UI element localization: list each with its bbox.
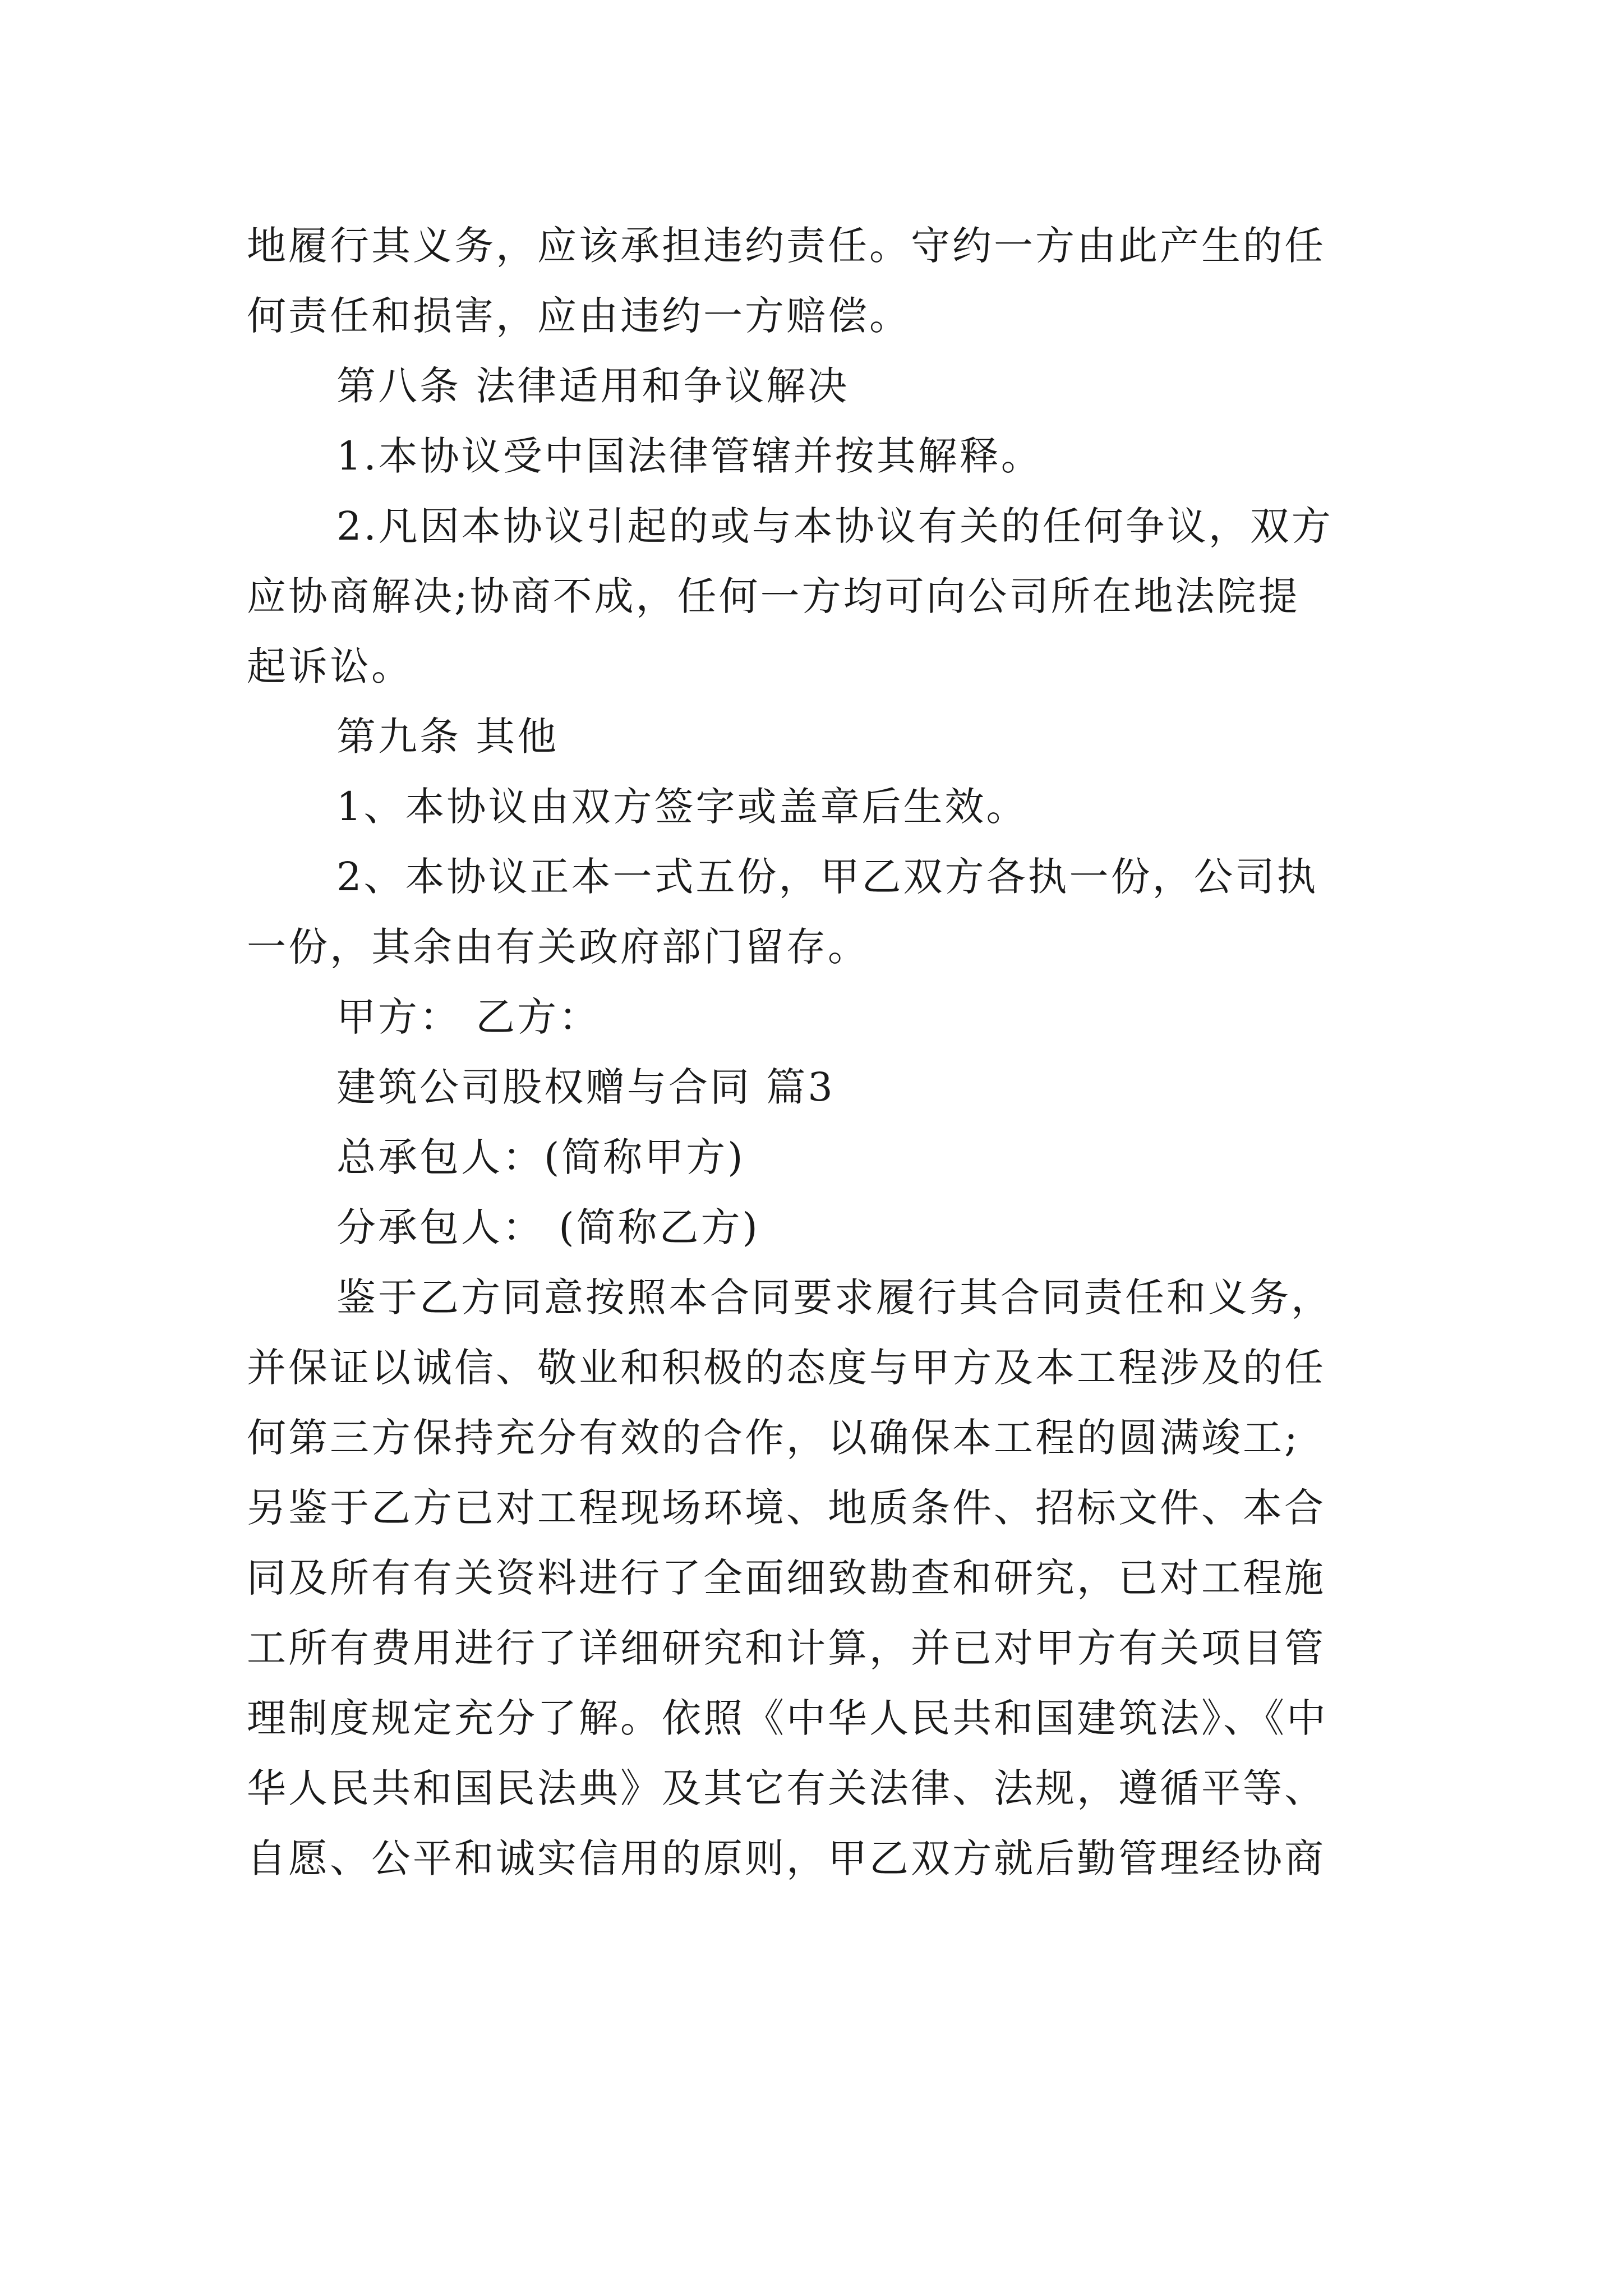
paragraph-line: 鉴于乙方同意按照本合同要求履行其合同责任和义务， [336,1274,1332,1320]
paragraph-line: 同及所有有关资料进行了全面细致勘查和研究，已对工程施 [247,1555,1326,1601]
paragraph-line: 华人民共和国民法典》及其它有关法律、法规，遵循平等、 [247,1765,1326,1811]
paragraph-line: 应协商解决;协商不成，任何一方均可向公司所在地法院提 [247,573,1300,619]
paragraph-line: 工所有费用进行了详细研究和计算，并已对甲方有关项目管 [247,1625,1326,1671]
paragraph-line: 何责任和损害，应由违约一方赔偿。 [247,293,911,339]
contract-title: 建筑公司股权赠与合同 篇3 [336,1064,835,1110]
paragraph-line: 并保证以诚信、敬业和积极的态度与甲方及本工程涉及的任 [247,1345,1326,1391]
clause-item: 2.凡因本协议引起的或与本协议有关的任何争议，双方 [336,503,1333,549]
paragraph-line: 一份，其余由有关政府部门留存。 [247,924,869,970]
clause-item: 1.本协议受中国法律管辖并按其解释。 [336,433,1043,479]
paragraph-line: 何第三方保持充分有效的合作，以确保本工程的圆满竣工; [247,1415,1300,1461]
paragraph-line: 另鉴于乙方已对工程现场环境、地质条件、招标文件、本合 [247,1485,1326,1531]
signature-parties: 甲方： 乙方： [336,994,601,1040]
clause-item: 2、本协议正本一式五份，甲乙双方各执一份，公司执 [336,854,1318,900]
paragraph-line: 理制度规定充分了解。依照《中华人民共和国建筑法》、《中 [247,1695,1328,1741]
paragraph-line: 起诉讼。 [247,643,413,689]
section-heading-article-9: 第九条 其他 [336,714,559,760]
section-heading-article-8: 第八条 法律适用和争议解决 [336,363,850,409]
clause-item: 1、本协议由双方签字或盖章后生效。 [336,784,1028,830]
paragraph-line: 地履行其义务，应该承担违约责任。守约一方由此产生的任 [247,223,1326,269]
paragraph-line: 自愿、公平和诚实信用的原则，甲乙双方就后勤管理经协商 [247,1835,1326,1881]
party-line: 总承包人：(简称甲方) [336,1134,745,1180]
party-line: 分承包人： (简称乙方) [336,1204,760,1250]
